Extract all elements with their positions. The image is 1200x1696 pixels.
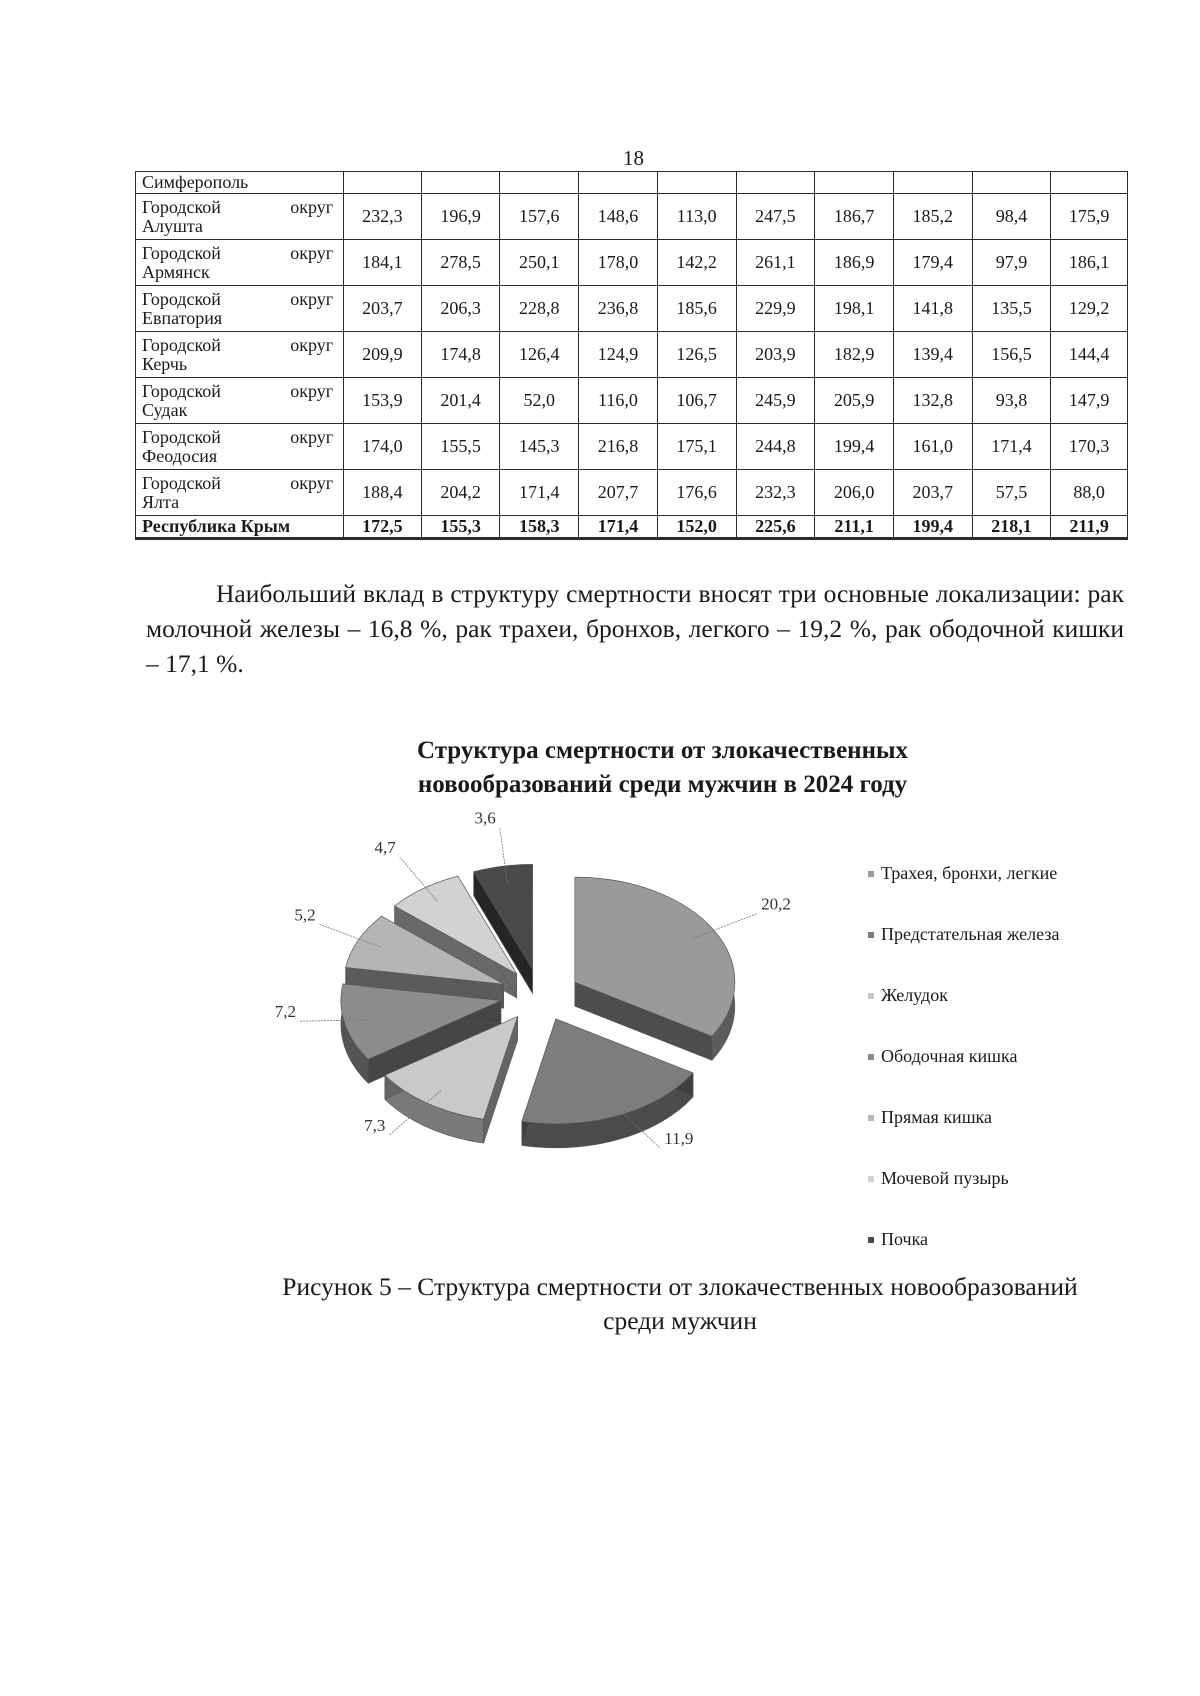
table-cell: 247,5 [736, 194, 815, 240]
data-label: 3,6 [474, 808, 496, 828]
table-cell: 244,8 [736, 424, 815, 470]
row-label-part: Городской [142, 426, 221, 447]
table-row [136, 286, 1128, 332]
table-cell: 135,5 [972, 286, 1051, 332]
table-cell: 57,5 [972, 470, 1051, 516]
table-cell: 175,1 [657, 424, 736, 470]
legend-swatch [868, 1237, 874, 1243]
table-cell: 132,8 [893, 378, 972, 424]
legend-swatch [868, 993, 874, 999]
legend-label: Почка [881, 1229, 929, 1249]
table-cell: 232,3 [736, 470, 815, 516]
table-cell: 196,9 [421, 194, 500, 240]
legend-label: Трахея, бронхи, легкие [881, 863, 1058, 883]
table-cell: 155,5 [421, 424, 500, 470]
legend-item [868, 1087, 1059, 1148]
table-cell: 139,4 [893, 332, 972, 378]
table-cell: 170,3 [1051, 424, 1128, 470]
table-cell: 250,1 [500, 240, 579, 286]
legend-item [868, 1026, 1059, 1087]
table-cell: 186,9 [815, 240, 894, 286]
legend-swatch [868, 932, 874, 938]
chart-title-line-2: новообразований среди мужчин в 2024 году [417, 771, 908, 798]
table-cell: 161,0 [893, 424, 972, 470]
table-cell: 113,0 [657, 194, 736, 240]
table-cell: 152,0 [657, 516, 736, 539]
table-cell: 145,3 [500, 424, 579, 470]
row-label: Симферополь [136, 172, 344, 194]
legend-label: Прямая кишка [881, 1107, 993, 1127]
table-cell: 245,9 [736, 378, 815, 424]
table-cell: 228,8 [500, 286, 579, 332]
row-label-part: Городской [142, 334, 221, 355]
table-cell: 209,9 [344, 332, 422, 378]
table-cell: 206,0 [815, 470, 894, 516]
row-label-city: Судак [142, 399, 188, 420]
table-cell: 204,2 [421, 470, 500, 516]
row-label [136, 332, 344, 378]
caption-line-2: среди мужчин [603, 1306, 757, 1335]
table-cell: 203,9 [736, 332, 815, 378]
legend-item [868, 965, 1059, 1026]
table-cell: 116,0 [579, 378, 658, 424]
caption-line-1: Рисунок 5 – Структура смертности от злокачественных новообразований [282, 1272, 1078, 1301]
table-cell: 129,2 [1051, 286, 1128, 332]
table-cell: 199,4 [893, 516, 972, 539]
table-cell: 179,4 [893, 240, 972, 286]
table-cell: 126,4 [500, 332, 579, 378]
table-cell: 88,0 [1051, 470, 1128, 516]
row-label-city: Ялта [142, 491, 180, 512]
legend-item [868, 1209, 1059, 1270]
table-cell: 142,2 [657, 240, 736, 286]
table-cell: 201,4 [421, 378, 500, 424]
table-row [136, 240, 1128, 286]
legend-label: Предстательная железа [881, 924, 1060, 944]
row-label-part: Городской [142, 472, 221, 493]
table-row [136, 194, 1128, 240]
row-label-city: Евпатория [142, 307, 223, 328]
table-cell: 158,3 [500, 516, 579, 539]
table-cell: 182,9 [815, 332, 894, 378]
table-cell: 174,8 [421, 332, 500, 378]
chart-title-line-1: Структура смертности от злокачественных [416, 737, 908, 764]
legend-label: Мочевой пузырь [881, 1168, 1009, 1188]
row-label-part: Городской [142, 380, 221, 401]
table-cell: 232,3 [344, 194, 422, 240]
table-row [136, 378, 1128, 424]
table-cell: 175,9 [1051, 194, 1128, 240]
legend-swatch [868, 1054, 874, 1060]
table-cell: 207,7 [579, 470, 658, 516]
table-row [136, 332, 1128, 378]
legend-item [868, 904, 1059, 965]
legend-swatch [868, 1115, 874, 1121]
legend-item [868, 843, 1059, 904]
table-cell: 229,9 [736, 286, 815, 332]
table-cell: 211,9 [1051, 516, 1128, 539]
row-label-part: округ [290, 472, 334, 493]
table-cell: 186,7 [815, 194, 894, 240]
table-cell: 124,9 [579, 332, 658, 378]
table-cell: 174,0 [344, 424, 422, 470]
table-total-row [136, 516, 1128, 539]
table-cell: 126,5 [657, 332, 736, 378]
figure-caption [200, 1270, 1160, 1338]
row-label [136, 240, 344, 286]
pie-chart [200, 808, 820, 1240]
table-cell: 261,1 [736, 240, 815, 286]
table-cell: 216,8 [579, 424, 658, 470]
table-cell: 206,3 [421, 286, 500, 332]
table-cell: 203,7 [344, 286, 422, 332]
row-label-city: Армянск [142, 261, 210, 282]
table-cell: 98,4 [972, 194, 1051, 240]
row-label-part: Городской [142, 242, 221, 263]
table-cell: 171,4 [579, 516, 658, 539]
pie-slice [575, 877, 735, 1060]
table-cell: 198,1 [815, 286, 894, 332]
legend-swatch [868, 871, 874, 877]
table-row [136, 470, 1128, 516]
table-cell: 148,6 [579, 194, 658, 240]
row-label-part: округ [290, 334, 334, 355]
data-label: 11,9 [664, 1129, 694, 1149]
data-label: 7,2 [274, 1002, 297, 1022]
row-label [136, 286, 344, 332]
table-cell: 176,6 [657, 470, 736, 516]
row-label-city: Алушта [142, 215, 203, 236]
legend-label: Ободочная кишка [881, 1046, 1018, 1066]
data-label: 20,2 [761, 894, 791, 914]
table-cell: 93,8 [972, 378, 1051, 424]
table-row [136, 424, 1128, 470]
row-label-part: округ [290, 288, 334, 309]
body-paragraph: Наибольший вклад в структуру смертности вносят три основные локализации: рак молочной железы – 16,8 %, рак трахеи, бронхов, легкого – 19,2 %, рак ободочной кишки – 17,1 %. [146, 579, 1124, 678]
table-cell: 188,4 [344, 470, 422, 516]
page-number: 18 [623, 146, 644, 170]
table-cell: 185,2 [893, 194, 972, 240]
table-cell: 218,1 [972, 516, 1051, 539]
table-cell: 184,1 [344, 240, 422, 286]
table-cell: 186,1 [1051, 240, 1128, 286]
table-cell: 278,5 [421, 240, 500, 286]
legend-label: Желудок [881, 985, 948, 1005]
table-cell: 52,0 [500, 378, 579, 424]
row-label-part: округ [290, 196, 334, 217]
table-cell: 171,4 [972, 424, 1051, 470]
table-cell: 155,3 [421, 516, 500, 539]
table-cell: 199,4 [815, 424, 894, 470]
row-label-part: округ [290, 242, 334, 263]
table-cell: 185,6 [657, 286, 736, 332]
row-label-part: Городской [142, 196, 221, 217]
row-label [136, 470, 344, 516]
table-cell: 141,8 [893, 286, 972, 332]
row-label [136, 194, 344, 240]
table-cell: 147,9 [1051, 378, 1128, 424]
chart-title [300, 734, 1025, 802]
table-cell: 156,5 [972, 332, 1051, 378]
legend-swatch [868, 1176, 874, 1182]
data-label: 7,3 [364, 1116, 386, 1136]
table-cell: 153,9 [344, 378, 422, 424]
data-label: 5,2 [294, 905, 316, 925]
table-cell: 172,5 [344, 516, 422, 539]
table-cell: 157,6 [500, 194, 579, 240]
data-label: 4,7 [374, 838, 396, 858]
table-cell: 236,8 [579, 286, 658, 332]
table-cell: 211,1 [815, 516, 894, 539]
row-label [136, 424, 344, 470]
table-cell: 205,9 [815, 378, 894, 424]
chart-legend [868, 843, 1059, 1270]
row-label-part: Городской [142, 288, 221, 309]
row-label-part: округ [290, 380, 334, 401]
row-label-part: округ [290, 426, 334, 447]
data-table [135, 171, 1128, 540]
table-cell: 171,4 [500, 470, 579, 516]
table-cell: 144,4 [1051, 332, 1128, 378]
table-row [136, 172, 1128, 194]
row-label-city: Керчь [142, 353, 188, 374]
table-cell: 203,7 [893, 470, 972, 516]
row-label [136, 378, 344, 424]
table-cell: 178,0 [579, 240, 658, 286]
row-label: Республика Крым [136, 516, 344, 539]
legend-item [868, 1148, 1059, 1209]
table-cell: 97,9 [972, 240, 1051, 286]
table-cell: 106,7 [657, 378, 736, 424]
table-cell: 225,6 [736, 516, 815, 539]
row-label-city: Феодосия [142, 445, 218, 466]
